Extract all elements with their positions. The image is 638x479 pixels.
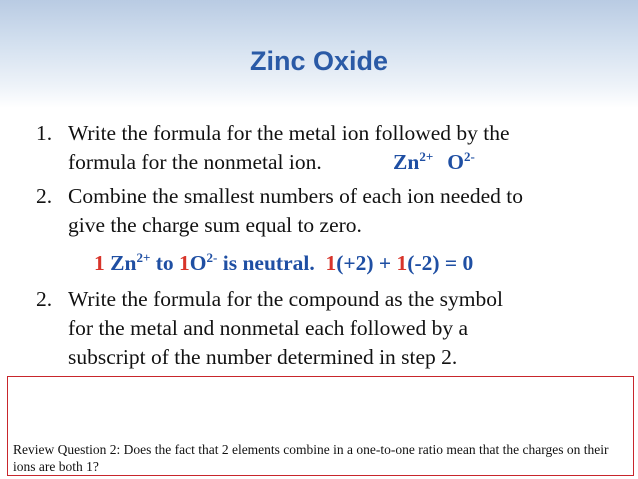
coefficient: 1 xyxy=(396,251,408,275)
cation-symbol: Zn xyxy=(393,150,420,174)
connector-word: to xyxy=(155,251,174,275)
anion-charge: 2- xyxy=(463,149,475,164)
step-text-line: formula for the nonmetal ion. xyxy=(68,150,322,174)
coefficient: 1 xyxy=(325,251,337,275)
speaker-notes-box xyxy=(7,376,634,476)
step-number: 2. xyxy=(36,184,53,208)
charge-term: (+2) + xyxy=(336,251,392,275)
coefficient: 1 xyxy=(179,251,190,275)
ion-symbol: Zn xyxy=(110,251,137,275)
ion-formulas xyxy=(393,149,475,175)
ion-charge: 2- xyxy=(206,250,218,265)
neutral-phrase: is neutral. xyxy=(222,251,315,275)
ion-symbol: O xyxy=(189,251,207,275)
step-number: 2. xyxy=(36,287,53,311)
charge-term: (-2) = 0 xyxy=(407,251,474,275)
neutral-equation xyxy=(94,250,473,276)
step-text-line: Write the formula for the metal ion followed by the xyxy=(68,121,510,145)
cation-charge: 2+ xyxy=(419,149,434,164)
review-question: Review Question 2: Does the fact that 2 elements combine in a one-to-one ratio mean that the charges on their ions are both 1? xyxy=(13,442,609,474)
step-text-line: give the charge sum equal to zero. xyxy=(68,213,362,237)
step-text-line: Write the formula for the compound as the symbol xyxy=(68,287,503,311)
ion-charge: 2+ xyxy=(136,250,151,265)
anion-symbol: O xyxy=(447,150,464,174)
step-text-line: for the metal and nonmetal each followed by a xyxy=(68,316,468,340)
slide-title: Zinc Oxide xyxy=(249,46,389,76)
coefficient: 1 xyxy=(94,251,105,275)
step-number: 1. xyxy=(36,121,53,145)
step-text-line: subscript of the number determined in step 2. xyxy=(68,345,458,369)
step-text-line: Combine the smallest numbers of each ion needed to xyxy=(68,184,523,208)
